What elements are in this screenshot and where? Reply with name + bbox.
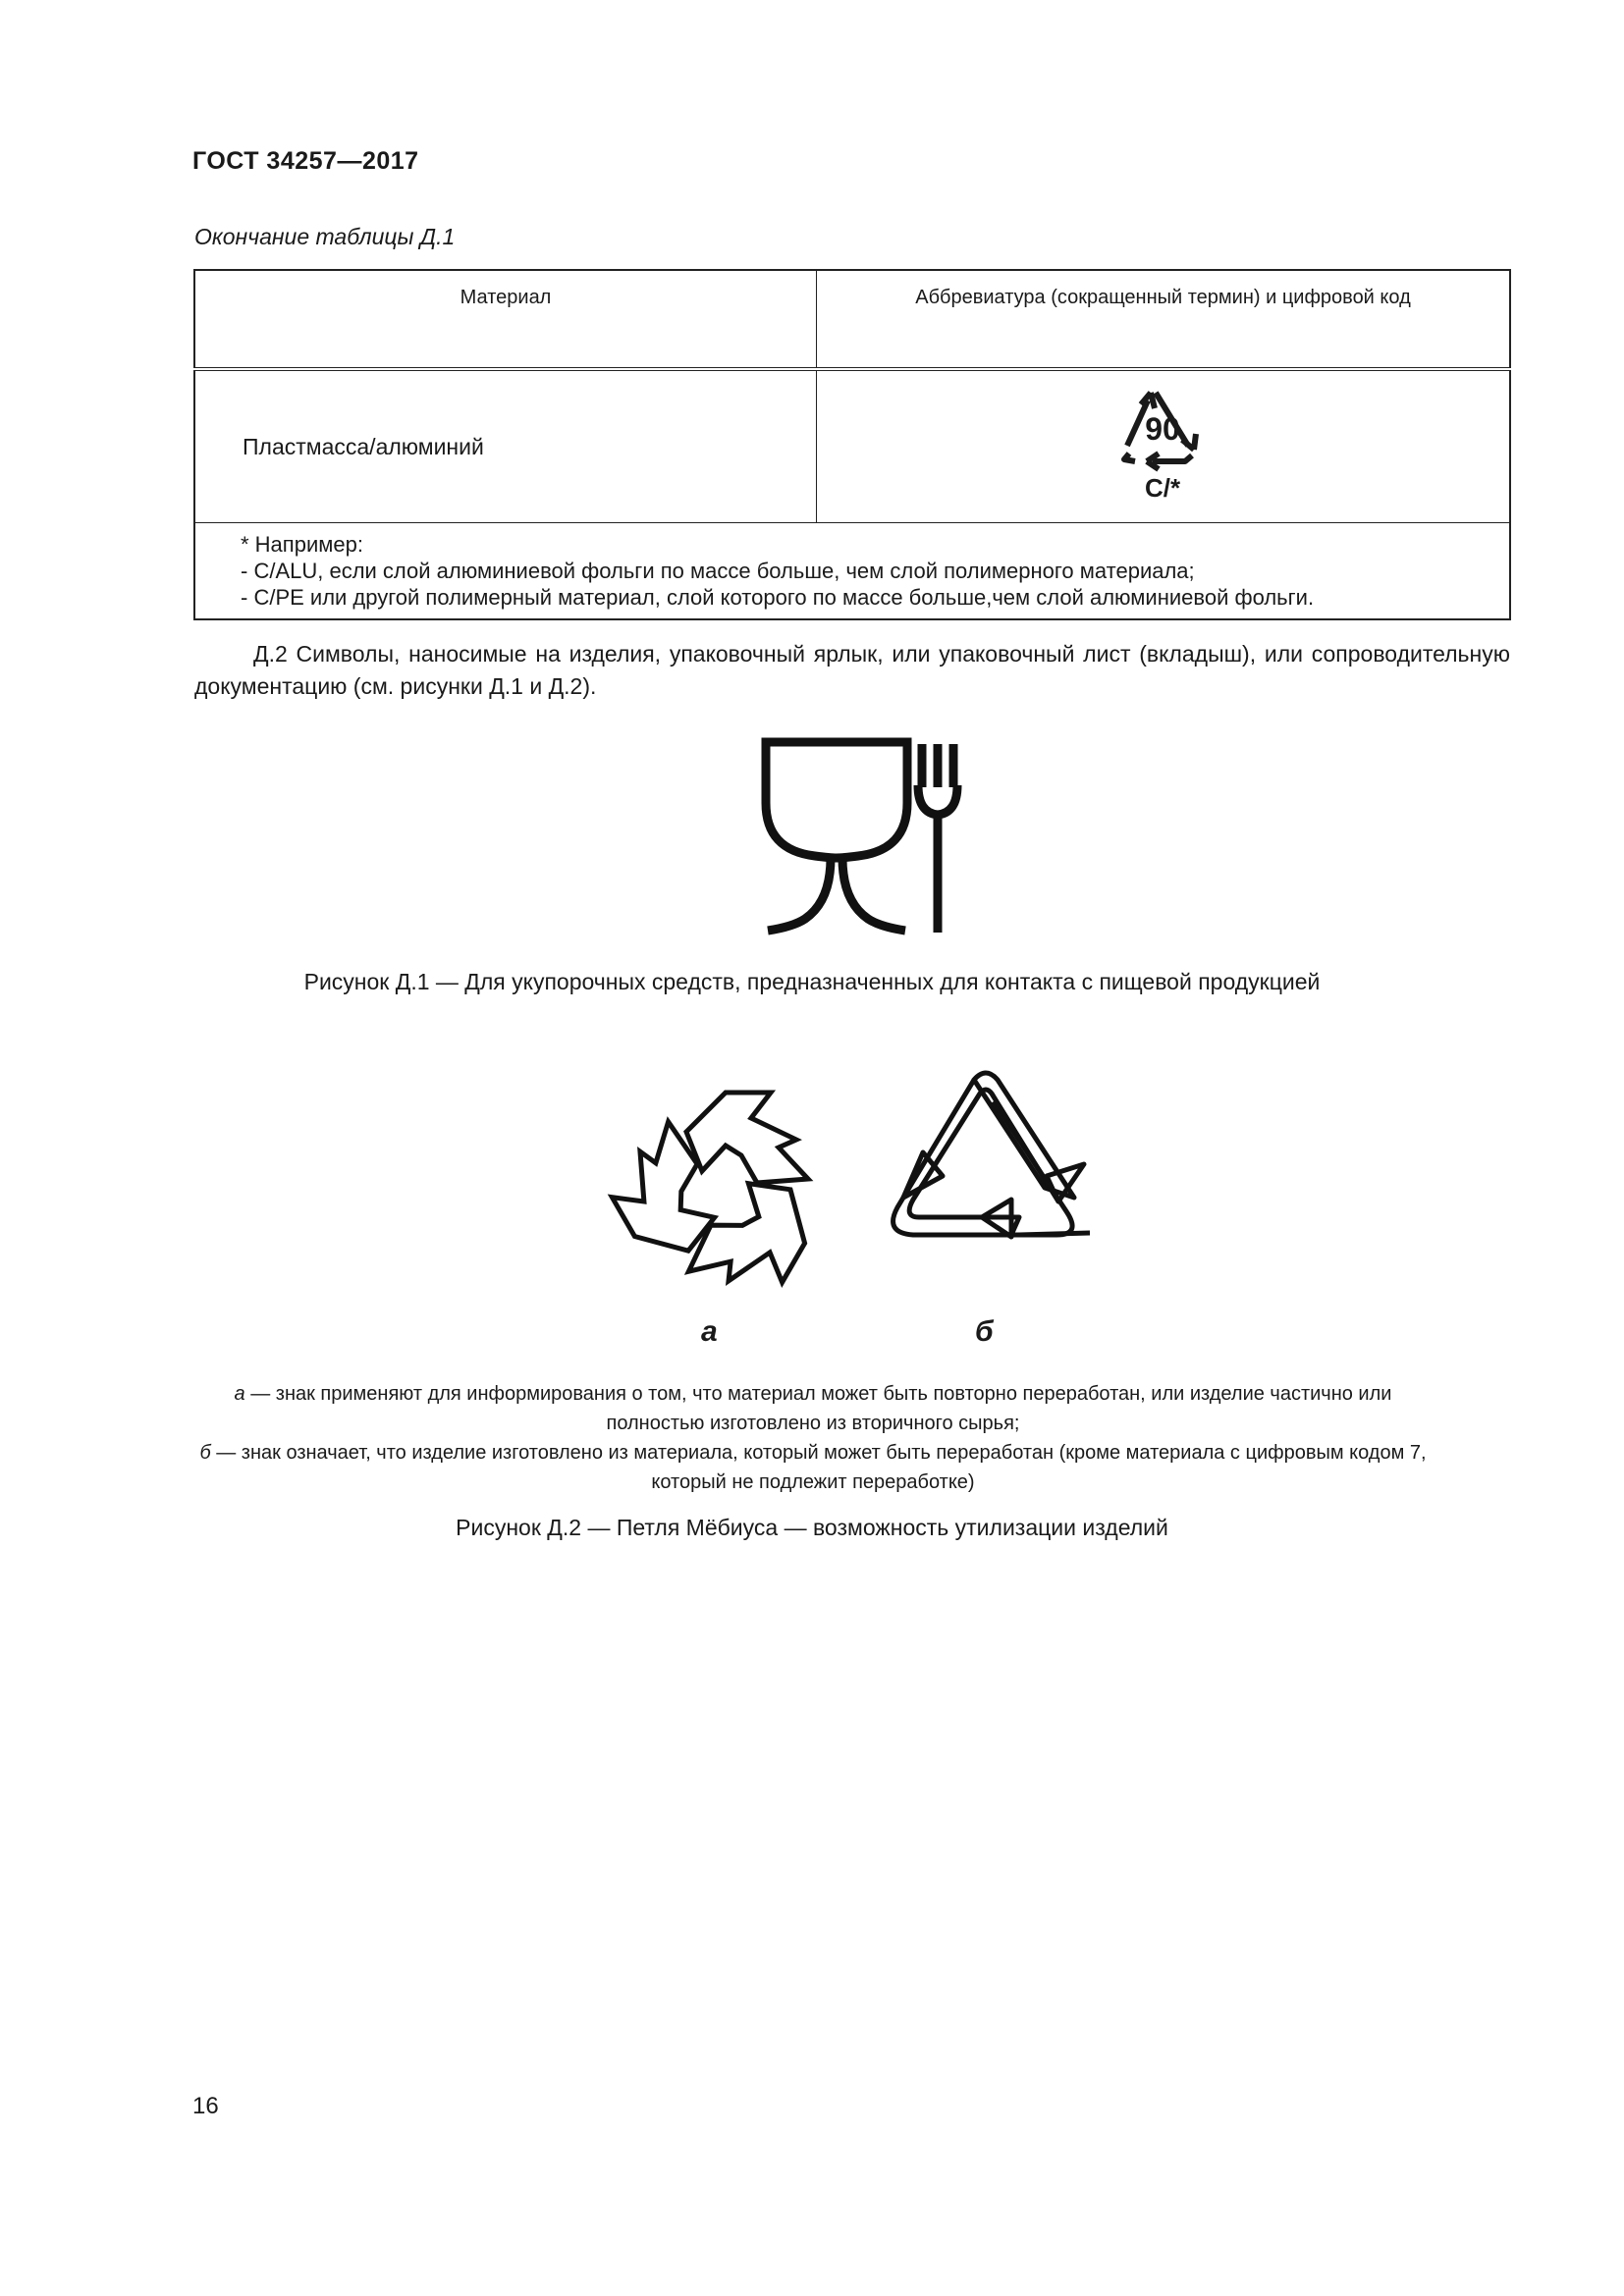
note-b-letter: б [199,1442,211,1464]
table-row [194,369,1510,523]
glass-fork-icon [746,734,972,940]
table-notes [194,523,1510,620]
note-line: * Например: [241,532,363,557]
note-b-text: — знак означает, что изделие изготовлено из материала, который может быть переработан (кроме материала с цифровым кодом 7, который не подлежит переработке) [210,1442,1427,1493]
figure-2-caption: Рисунок Д.2 — Петля Мёбиуса — возможность утилизации изделий [456,1515,1168,1540]
column-header-material: Материал [194,270,817,369]
materials-table [193,269,1511,620]
note-line: - C/ALU, если слой алюминиевой фольги по массе больше, чем слой полимерного материала; [241,559,1195,583]
table-header-row [194,270,1510,369]
material-cell: Пластмасса/алюминий [194,369,817,523]
note-b [196,1438,1430,1497]
section-paragraph: Д.2 Символы, наносимые на изделия, упаковочный ярлык, или упаковочный лист (вкладыш), или сопроводительную документацию (см. рисунки Д.1 и Д.2). [194,641,1510,699]
note-a-text: — знак применяют для информирования о том, что материал может быть повторно переработан, или изделие частично или полностью изготовлено из вторичного сырья; [244,1383,1392,1434]
mobius-loop-icon [864,1060,1119,1296]
table-caption: Окончание таблицы Д.1 [194,224,456,249]
note-a [196,1379,1430,1438]
note-a-letter: а [234,1383,245,1405]
figure-2-label-a: а [701,1315,718,1348]
code-abbreviation: C/* [1144,473,1181,503]
document-header: ГОСТ 34257—2017 [192,147,419,175]
note-line: - C/PE или другой полимерный материал, слой которого по массе больше,чем слой алюминиевой фольги. [241,585,1315,610]
page-number: 16 [192,2093,219,2119]
code-cell [817,369,1511,523]
table-notes-row [194,523,1510,620]
recycle-arrows-icon [589,1065,854,1301]
column-header-code: Аббревиатура (сокращенный термин) и цифровой код [817,270,1511,369]
code-number: 90 [1145,411,1180,447]
recycling-code-icon [817,371,1512,522]
figure-1-caption: Рисунок Д.1 — Для укупорочных средств, предназначенных для контакта с пищевой продукцией [303,969,1321,994]
figure-2-notes [196,1379,1430,1497]
figure-2-label-b: б [975,1315,994,1348]
